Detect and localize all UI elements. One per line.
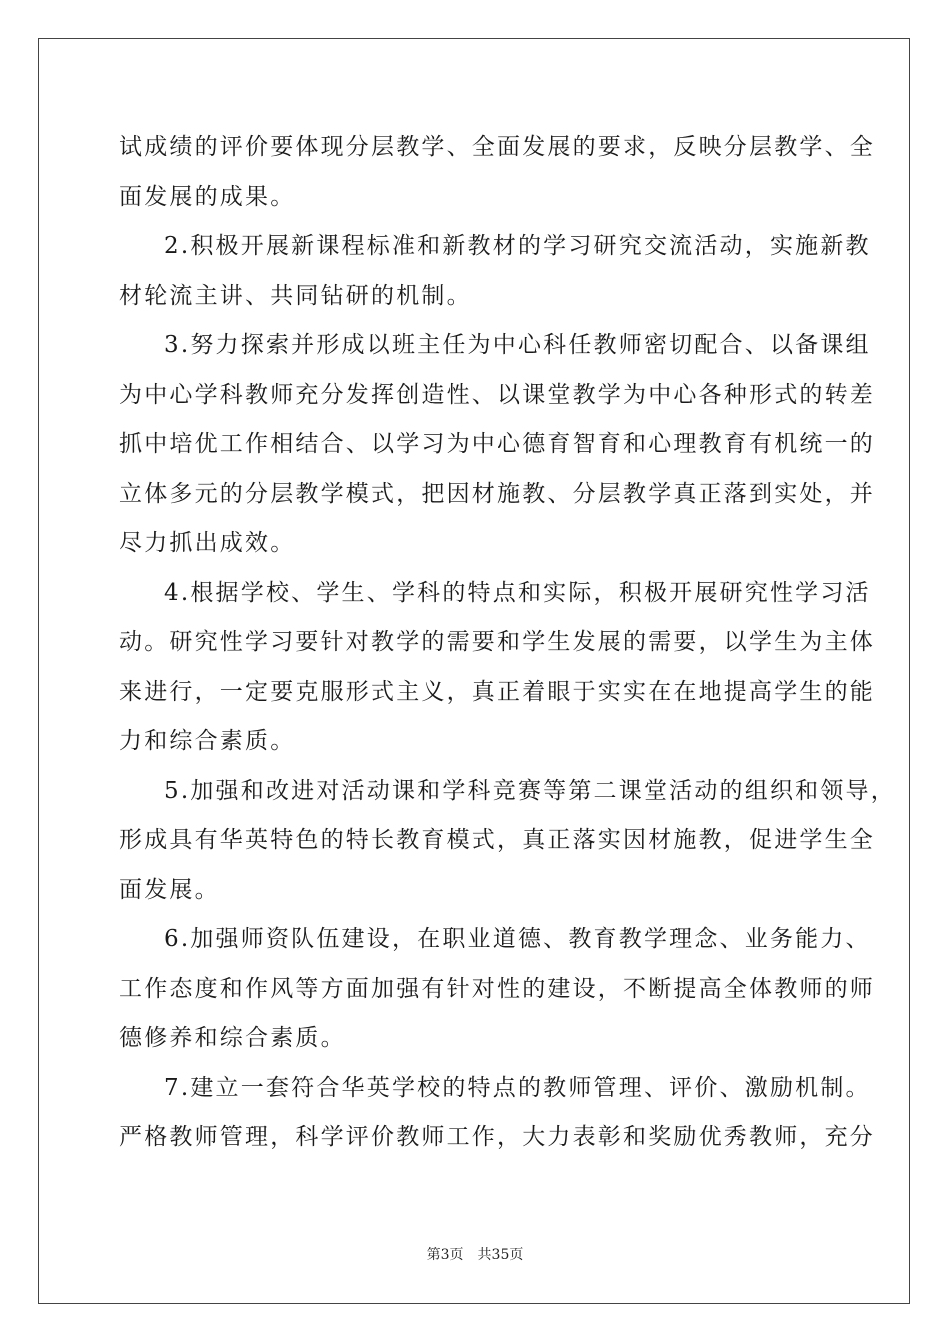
text-line: 来进行，一定要克服形式主义，真正着眼于实实在在地提高学生的能 — [119, 678, 875, 705]
text-line: 工作态度和作风等方面加强有针对性的建设，不断提高全体教师的师 — [119, 975, 875, 1002]
text-line: 严格教师管理，科学评价教师工作，大力表彰和奖励优秀教师，充分 — [119, 1124, 875, 1150]
text-line: 面发展。 — [119, 876, 220, 903]
document-body — [119, 123, 896, 1163]
paragraph-start-line: 6.加强师资队伍建设，在职业道德、教育教学理念、业务能力、 — [164, 926, 871, 952]
text-line: 抓中培优工作相结合、以学习为中心德育智育和心理教育有机统一的 — [119, 431, 875, 457]
text-line: 材轮流主讲、共同钻研的机制。 — [119, 282, 472, 309]
text-line: 立体多元的分层教学模式，把因材施教、分层教学真正落到实处，并 — [119, 480, 875, 507]
text-line: 形成具有华英特色的特长教育模式，真正落实因材施教，促进学生全 — [119, 827, 875, 853]
text-line: 德修养和综合素质。 — [119, 1025, 346, 1051]
paragraph-start-line: 4.根据学校、学生、学科的特点和实际，积极开展研究性学习活 — [164, 579, 871, 606]
text-line: 试成绩的评价要体现分层教学、全面发展的要求，反映分层教学、全 — [119, 134, 875, 160]
text-line: 面发展的成果。 — [119, 183, 296, 210]
page-number: 第3页 — [426, 1247, 464, 1263]
paragraph-start-line: 7.建立一套符合华英学校的特点的教师管理、评价、激励机制。 — [164, 1074, 871, 1101]
text-line: 力和综合素质。 — [119, 728, 296, 754]
text-line: 尽力抓出成效。 — [119, 530, 296, 556]
paragraph-start-line: 2.积极开展新课程标准和新教材的学习研究交流活动，实施新教 — [164, 233, 871, 259]
paragraph-start-line: 3.努力探索并形成以班主任为中心科任教师密切配合、以备课组 — [164, 332, 871, 358]
page-footer — [0, 1244, 950, 1264]
page-total: 共35页 — [477, 1247, 524, 1263]
paragraph-start-line: 5.加强和改进对活动课和学科竞赛等第二课堂活动的组织和领导， — [164, 777, 896, 804]
text-line: 为中心学科教师充分发挥创造性、以课堂教学为中心各种形式的转差 — [119, 381, 875, 408]
text-line: 动。研究性学习要针对教学的需要和学生发展的需要，以学生为主体 — [119, 629, 875, 655]
